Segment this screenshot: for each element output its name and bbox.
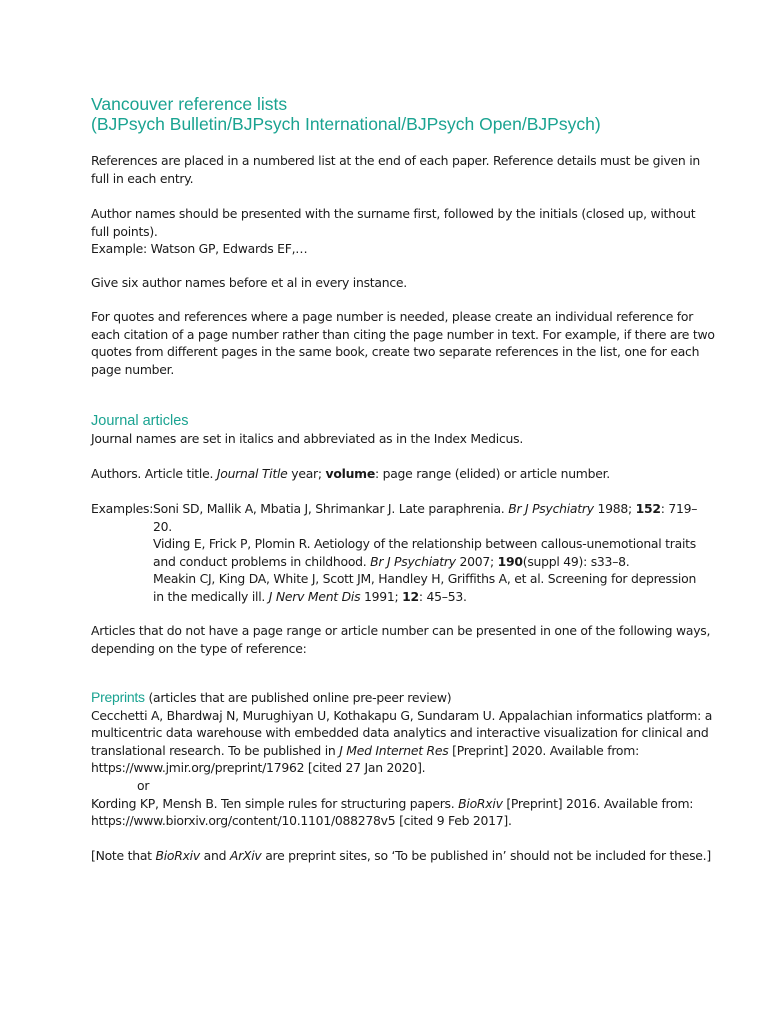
journal-format: Authors. Article title. Journal Title year; volume: page range (elided) or article number. bbox=[91, 466, 610, 481]
example-1: Soni SD, Mallik A, Mbatia J, Shrimankar J. Late paraphrenia. Br J Psychiatry 1988; 152: 719– bbox=[153, 501, 698, 516]
title-line-2: (BJPsych Bulletin/BJPsych International/BJPsych Open/BJPsych) bbox=[91, 114, 601, 134]
preprints-section: Preprints (articles that are published online pre-peer review) Cecchetti A, Bhardwaj N, Murughiyan U, Kothakapu G, Sundaram U. Appalachian informatics platform: a multicentric data warehouse with embedded data analytics and interactive visualization for clinical and translational research. To be published in J Med Internet Res [Preprint] 2020. Available from: https://www.jmir.org/preprint/17962 [cited 27 Jan 2020]. or Kording KP, Mensh B. Ten simple rules for structuring papers. BioRxiv [Preprint] 2016. Available from: https://www.biorxiv.org/content/10.1101/088278v5 [cited 9 Feb 2017]. bbox=[91, 689, 713, 829]
preprint-note: [Note that BioRxiv and ArXiv are preprint sites, so ‘To be published in’ should not be included for these.] bbox=[91, 848, 711, 863]
journal-after-note: Articles that do not have a page range or article number can be presented in one of the following ways, depending on the type of reference: bbox=[91, 623, 711, 656]
intro-paragraph-4: For quotes and references where a page number is needed, please create an individual reference for each citation of a page number rather than citing the page number in text. For example, if there are two quotes from different pages in the same book, create two separate references in the list, one for each page number. bbox=[91, 309, 715, 377]
intro-paragraph-3: Give six author names before et al in every instance. bbox=[91, 275, 407, 290]
intro-paragraph-2: Author names should be presented with the surname first, followed by the initials (closed up, without full points). Example: Watson GP, Edwards EF,… bbox=[91, 206, 696, 257]
example-3: Meakin CJ, King DA, White J, Scott JM, Handley H, Griffiths A, et al. Screening for depression bbox=[153, 571, 697, 587]
example-2: Viding E, Frick P, Plomin R. Aetiology of the relationship between callous-unemotional traits bbox=[153, 536, 696, 552]
preprint-ref-2: Kording KP, Mensh B. Ten simple rules for structuring papers. BioRxiv [Preprint] 2016. Available from: bbox=[91, 795, 694, 811]
section-heading-journal-articles: Journal articles bbox=[91, 413, 189, 429]
section-heading-preprints: Preprints (articles that are published online pre-peer review) bbox=[91, 689, 452, 705]
title-line-1: Vancouver reference lists bbox=[91, 94, 288, 114]
intro-paragraph-1: References are placed in a numbered list at the end of each paper. Reference details must be given in full in each entry. bbox=[91, 153, 700, 186]
preprint-ref-1: Cecchetti A, Bhardwaj N, Murughiyan U, Kothakapu G, Sundaram U. Appalachian informatics platform: a bbox=[91, 707, 713, 723]
journal-note: Journal names are set in italics and abbreviated as in the Index Medicus. bbox=[91, 431, 524, 446]
journal-examples: Soni SD, Mallik A, Mbatia J, Shrimankar J. Late paraphrenia. Br J Psychiatry 1988; 152: 719– 20. Viding E, Frick P, Plomin R. Aetiology of the relationship between callous-unemotional traits and conduct problems in childhood. Br J Psychiatry 2007; 190(suppl 49): s33–8. Meakin CJ, King DA, White J, Scott JM, Handley H, Griffiths A, et al. Screening for depression in the medically ill. J Nerv Ment Dis 1991; 12: 45–53. bbox=[153, 501, 698, 604]
or-separator: or bbox=[137, 777, 150, 793]
examples-label: Examples: bbox=[91, 501, 154, 516]
page-title bbox=[91, 94, 601, 134]
